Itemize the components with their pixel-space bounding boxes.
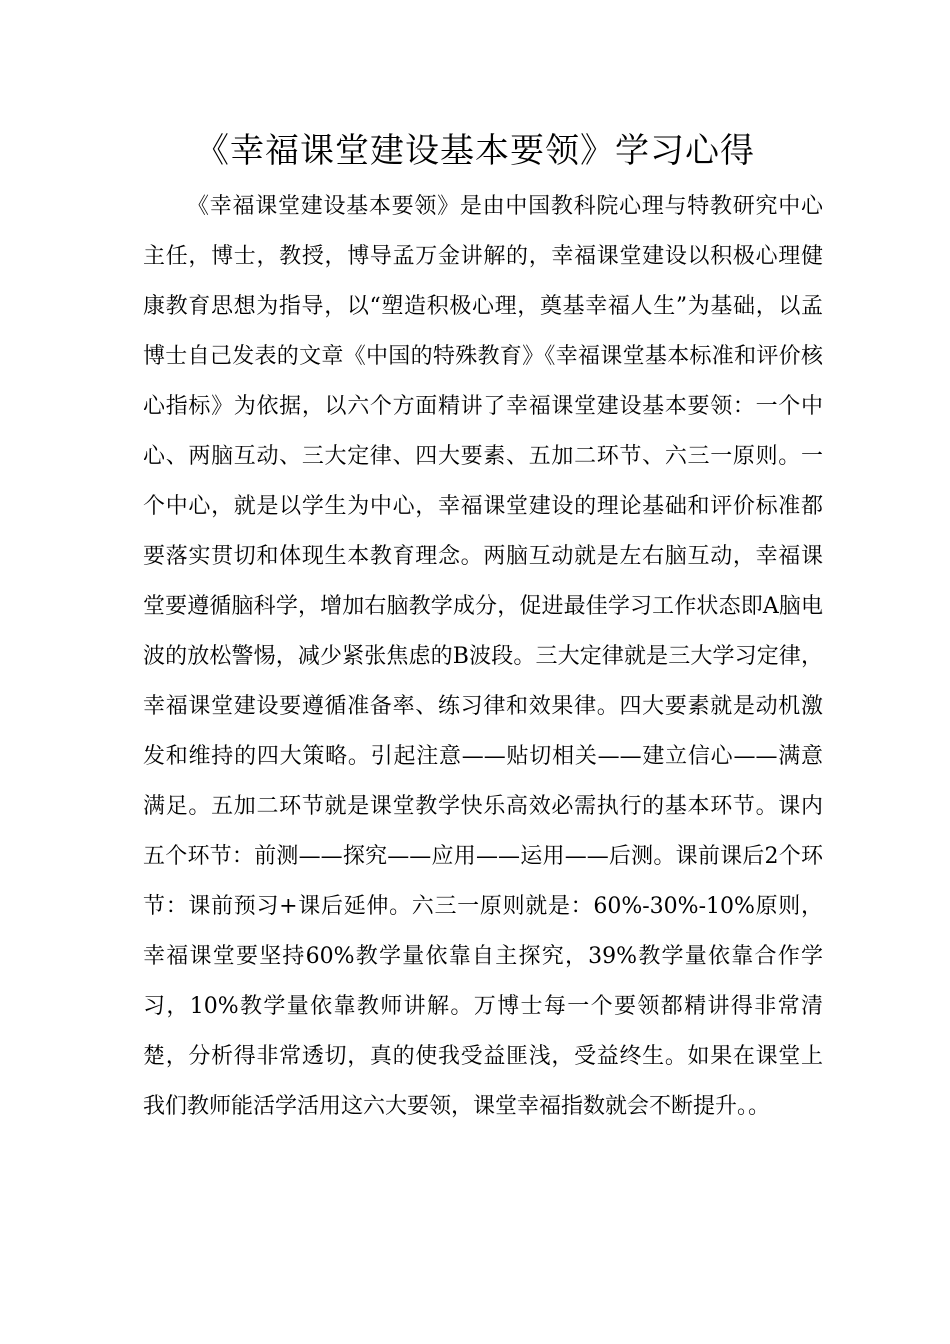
body-paragraph: 《幸福课堂建设基本要领》是由中国教科院心理与特教研究中心主任，博士，教授，博导孟万金讲解的，幸福课堂建设以积极心理健康教育思想为指导，以“塑造积极心理，奠基幸福人生”为基础，以孟博士自己发表的文章《中国的特殊教育》《幸福课堂基本标准和评价核心指标》为依据，以六个方面精讲了幸福课堂建设基本要领：一个中心、两脑互动、三大定律、四大要素、五加二环节、六三一原则。一个中心，就是以学生为中心，幸福课堂建设的理论基础和评价标准都要落实贯切和体现生本教育理念。两脑互动就是左右脑互动，幸福课堂要遵循脑科学，增加右脑教学成分，促进最佳学习工作状态即A脑电波的放松警惕，减少紧张焦虑的B波段。三大定律就是三大学习定律，幸福课堂建设要遵循准备率、练习律和效果律。四大要素就是动机激发和维持的四大策略。引起注意——贴切相关——建立信心——满意满足。五加二环节就是课堂教学快乐高效必需执行的基本环节。课内五个环节：前测——探究——应用——运用——后测。课前课后2个环节：课前预习+课后延伸。六三一原则就是：60%-30%-10%原则，幸福课堂要坚持60%教学量依靠自主探究，39%教学量依靠合作学习，10%教学量依靠教师讲解。万博士每一个要领都精讲得非常清楚，分析得非常透切，真的使我受益匪浅，受益终生。如果在课堂上我们教师能活学活用这六大要领，课堂幸福指数就会不断提升。。 [143,194,823,1119]
document-title: 《幸福课堂建设基本要领》学习心得 [195,131,755,171]
